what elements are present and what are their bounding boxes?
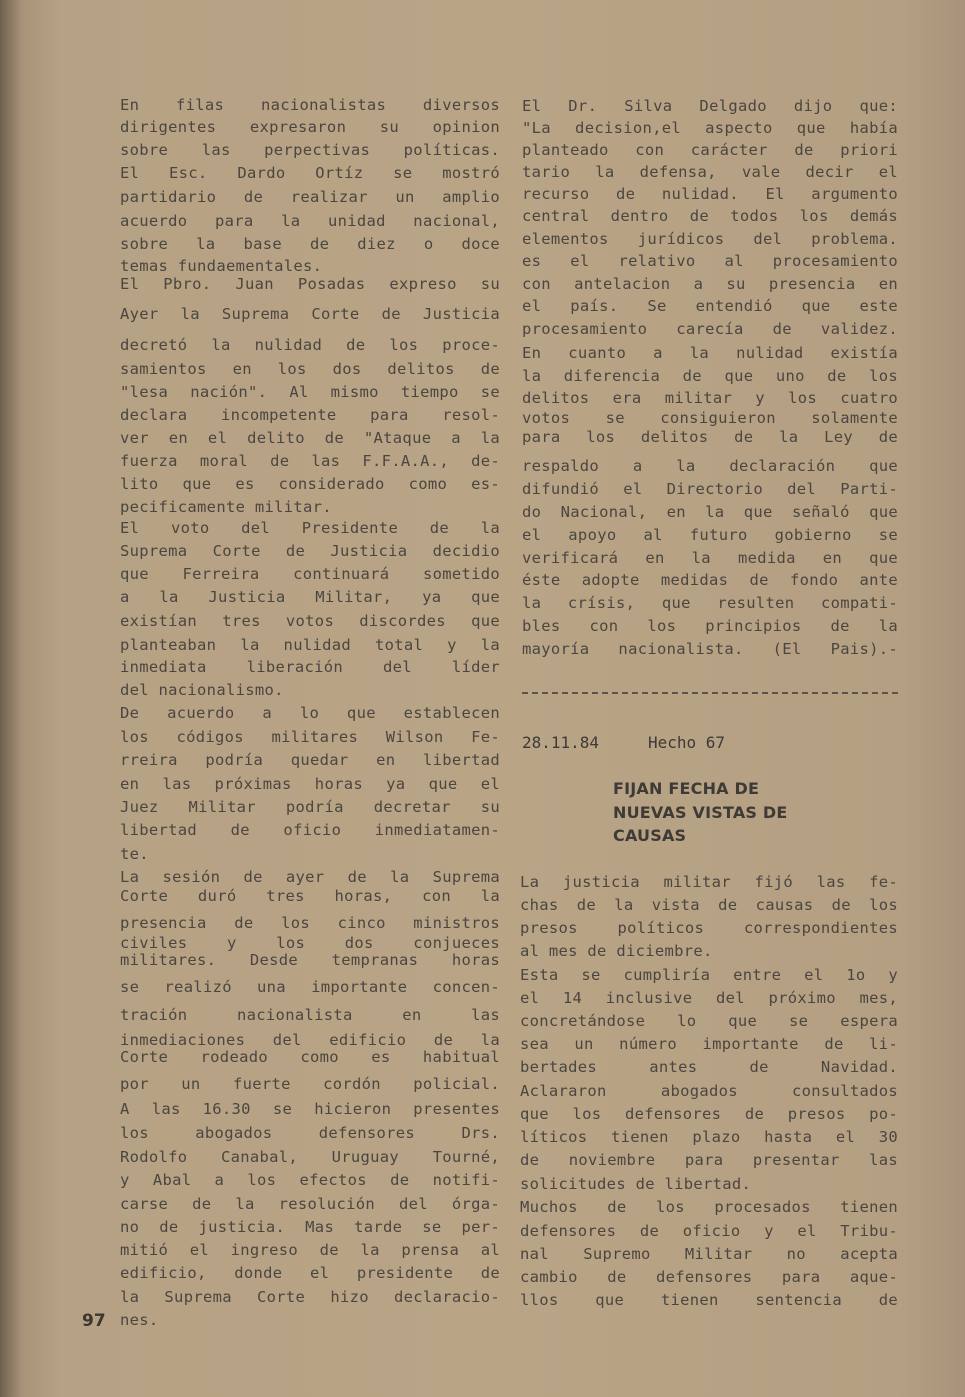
text-line: sea un número importante de li- (520, 1035, 898, 1053)
text-line: Ayer la Suprema Corte de Justicia (120, 305, 500, 323)
text-line: acuerdo para la unidad nacional, (120, 212, 500, 230)
text-line: nes. (120, 1311, 159, 1329)
text-line: El Esc. Dardo Ortíz se mostró (120, 164, 500, 182)
text-line: carse de la resolución del órga- (120, 1195, 500, 1213)
text-line: Corte rodeado como es habitual (120, 1048, 500, 1066)
section-divider (522, 692, 898, 694)
text-line: presencia de los cinco ministros (120, 914, 500, 932)
text-line: "lesa nación". Al mismo tiempo se (120, 383, 500, 401)
text-line: líticos tienen plazo hasta el 30 (520, 1128, 898, 1146)
text-line: concretándose lo que se espera (520, 1012, 898, 1030)
text-line: se realizó una importante concen- (120, 978, 500, 996)
text-line: La sesión de ayer de la Suprema (120, 868, 500, 886)
text-line: que los defensores de presos po- (520, 1105, 898, 1123)
text-line: cambio de defensores para aque- (520, 1268, 898, 1286)
text-line: ver en el delito de "Ataque a la (120, 429, 500, 447)
text-line: la Suprema Corte hizo declaracio- (120, 1288, 500, 1306)
text-line: llos que tienen sentencia de (520, 1291, 898, 1309)
text-line: los abogados defensores Drs. (120, 1124, 500, 1142)
text-line: el apoyo al futuro gobierno se (522, 526, 898, 544)
text-line: para los delitos de la Ley de (522, 428, 898, 446)
text-line: recurso de nulidad. El argumento (522, 185, 898, 203)
text-line: samientos en los dos delitos de (120, 360, 500, 378)
text-line: no de justicia. Mas tarde se per- (120, 1218, 500, 1236)
text-line: civiles y los dos conjueces (120, 934, 500, 952)
text-line: al mes de diciembre. (520, 942, 713, 960)
text-line: planteado con carácter de priori (522, 141, 898, 159)
text-line: con antelacion a su presencia en (522, 275, 898, 293)
text-line: tración nacionalista en las (120, 1006, 500, 1024)
text-line: la diferencia de que uno de los (522, 367, 898, 385)
text-line: a la Justicia Militar, ya que (120, 588, 500, 606)
text-line: bles con los principios de la (522, 617, 898, 635)
text-line: Muchos de los procesados tienen (520, 1198, 898, 1216)
text-line: El Pbro. Juan Posadas expreso su (120, 275, 500, 293)
text-line: defensores de oficio y el Tribu- (520, 1222, 898, 1240)
text-line: en las próximas horas ya que el (120, 775, 500, 793)
text-line: militares. Desde tempranas horas (120, 951, 500, 969)
text-line: te. (120, 845, 149, 863)
text-line: Esta se cumpliría entre el 1o y (520, 966, 898, 984)
text-line: fuerza moral de las F.F.A.A., de- (120, 452, 500, 470)
text-line: bertades antes de Navidad. (520, 1058, 898, 1076)
text-line: inmediata liberación del líder (120, 658, 500, 676)
text-line: verificará en la medida en que (522, 549, 898, 567)
text-line: En filas nacionalistas diversos (120, 96, 500, 114)
text-line: decretó la nulidad de los proce- (120, 336, 500, 354)
text-line: En cuanto a la nulidad existía (522, 344, 898, 362)
text-line: lito que es considerado como es- (120, 475, 500, 493)
text-line: tario la defensa, vale decir el (522, 163, 898, 181)
text-line: planteaban la nulidad total y la (120, 636, 500, 654)
text-line: del nacionalismo. (120, 681, 284, 699)
text-line: éste adopte medidas de fondo ante (522, 571, 898, 589)
text-line: sobre las perpectivas políticas. (120, 141, 500, 159)
text-line: elementos jurídicos del problema. (522, 230, 898, 248)
text-line: A las 16.30 se hicieron presentes (120, 1100, 500, 1118)
text-line: La justicia militar fijó las fe- (520, 873, 898, 891)
text-line: pecificamente militar. (120, 498, 332, 516)
text-line: que Ferreira continuará sometido (120, 565, 500, 583)
text-line: existían tres votos discordes que (120, 612, 500, 630)
text-line: do Nacional, en la que señaló que (522, 503, 898, 521)
text-line: Aclararon abogados consultados (520, 1082, 898, 1100)
text-line: los códigos militares Wilson Fe- (120, 728, 500, 746)
text-line: partidario de realizar un amplio (120, 188, 500, 206)
text-line: es el relativo al procesamiento (522, 252, 898, 270)
text-line: El Dr. Silva Delgado dijo que: (522, 97, 898, 115)
text-line: "La decision,el aspecto que había (522, 119, 898, 137)
text-line: la crísis, que resulten compati- (522, 594, 898, 612)
entry-label: Hecho 67 (648, 733, 726, 752)
text-line: mayoría nacionalista. (El Pais).- (522, 640, 898, 658)
text-line: procesamiento carecía de validez. (522, 320, 898, 338)
text-line: presos políticos correspondientes (520, 919, 898, 937)
text-line: difundió el Directorio del Parti- (522, 480, 898, 498)
text-line: inmediaciones del edificio de la (120, 1031, 500, 1049)
text-line: Juez Militar podría decretar su (120, 798, 500, 816)
text-line: delitos era militar y los cuatro (522, 389, 898, 407)
text-line: libertad de oficio inmediatamen- (120, 821, 500, 839)
text-line: votos se consiguieron solamente (522, 409, 898, 427)
text-line: nal Supremo Militar no acepta (520, 1245, 898, 1263)
text-line: rreira podría quedar en libertad (120, 751, 500, 769)
text-line: temas fundaementales. (120, 257, 323, 275)
text-line: respaldo a la declaración que (522, 457, 898, 475)
headline-line: FIJAN FECHA DE (613, 779, 760, 798)
text-line: el país. Se entendió que este (522, 297, 898, 315)
text-line: declara incompetente para resol- (120, 406, 500, 424)
headline-line: NUEVAS VISTAS DE (613, 803, 788, 822)
text-line: por un fuerte cordón policial. (120, 1075, 500, 1093)
text-line: edificio, donde el presidente de (120, 1264, 500, 1282)
text-line: dirigentes expresaron su opinion (120, 118, 500, 136)
text-line: sobre la base de diez o doce (120, 235, 500, 253)
headline-line: CAUSAS (613, 826, 687, 845)
text-line: Corte duró tres horas, con la (120, 887, 500, 905)
text-line: De acuerdo a lo que establecen (120, 704, 500, 722)
text-line: Rodolfo Canabal, Uruguay Tourné, (120, 1148, 500, 1166)
text-line: chas de la vista de causas de los (520, 896, 898, 914)
page-number: 97 (82, 1311, 106, 1331)
text-line: el 14 inclusive del próximo mes, (520, 989, 898, 1007)
text-line: solicitudes de libertad. (520, 1175, 752, 1193)
text-line: Suprema Corte de Justicia decidio (120, 542, 500, 560)
text-line: central dentro de todos los demás (522, 207, 898, 225)
text-line: mitió el ingreso de la prensa al (120, 1241, 500, 1259)
entry-date: 28.11.84 (522, 733, 600, 752)
text-line: y Abal a los efectos de notifi- (120, 1171, 500, 1189)
text-line: El voto del Presidente de la (120, 519, 500, 537)
text-line: de noviembre para presentar las (520, 1151, 898, 1169)
